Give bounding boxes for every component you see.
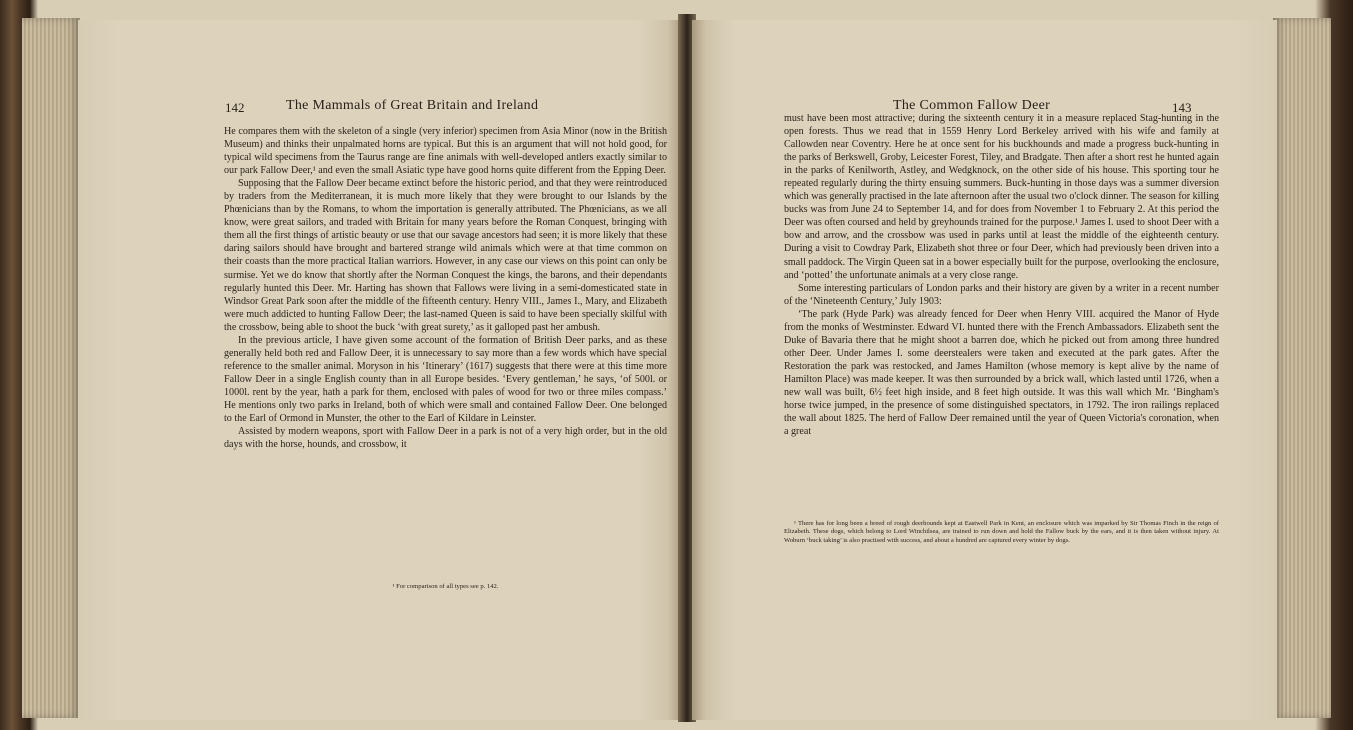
page-edges-left <box>22 18 80 718</box>
footnote: ¹ For comparison of all types see p. 142. <box>392 583 499 590</box>
page-number: 143 <box>1172 100 1192 115</box>
paragraph: ‘The park (Hyde Park) was already fenced for Deer when Henry VIII. acquired the Manor of Hyde from the monks of Westminster. Edward VI. hunted there with the French Ambassadors. Elizabeth sent the Duke of Bavaria there that he might shoot a barren doe, which he picked out from among three hundred other Deer. Under James I. some deerstealers were taken and executed at the park gates. After the Restoration the park was restocked, and James Hamilton (whose memory is kept alive by the name of Hamilton Place) was made keeper. It was then surrounded by a brick wall, which lasted until 1726, when a new wall was built, 6½ feet high inside, and 8 feet high outside. It was this wall which Mr. ‘Bingham's horse twice jumped, in the presence of some distinguished spectators, in 1792. The iron railings replaced the wall about 1825. The herd of Fallow Deer remained until the year of Queen Victoria's coronation, when a great <box>784 308 1219 438</box>
running-head: The Common Fallow Deer <box>893 98 1051 113</box>
body-text <box>224 125 667 451</box>
left-page <box>78 20 682 720</box>
paragraph: Supposing that the Fallow Deer became extinct before the historic period, and that they were reintroduced by traders from the Mediterranean, it is much more likely that they were brought to our Islands by the Phœnicians than by the Romans, to whom the importation is generally attributed. The Phœnicians, as we all know, were great sailors, and traded with Britain for many years before the Roman Conquest, bringing with them all the first things of artistic beauty or use that our savage ancestors had seen; it is more likely that these daring sailors should have brought and bartered strange wild animals which were at that time common on their coasts than the more practical Italian warriors. However, in any case our views on this point can only be surmise. Yet we do know that shortly after the Norman Conquest the kings, the barons, and their dependants regularly hunted this Deer. Mr. Harting has shown that Fallows were living in a semi-domesticated state in Windsor Great Park soon after the middle of the fifteenth century. Henry VIII., James I., Mary, and Elizabeth were much addicted to hunting Fallow Deer; the last-named Queen is said to have been specially skilful with the crossbow, being able to shoot the buck ‘with great surety,’ as it galloped past her ambush. <box>224 178 667 333</box>
paragraph: must have been most attractive; during the sixteenth century it in a measure replaced Stag-hunting in the open forests. Thus we read that in 1559 Henry Lord Berkeley arrived with his wife and family at Callowden near Coventry. Here he at once sent for his buckhounds and made a progress buck-hunting in the parks of Berkswell, Groby, Leicester Forest, Tiley, and Bradgate. Then after a short rest he hunted again in the parks of Kenilworth, Astley, and Wedgknock, on the other side of his house. This sporting tour he repeated regularly during the thirty ensuing summers. Buck-hunting in those days was a summer diversion which was generally practised in the late afternoon after the usual two o'clock dinner. The season for killing bucks was from June 24 to September 14, and for does from November 1 to February 2. At this period the Deer was often coursed and held by greyhounds trained for the purpose.¹ James I. used to shoot Deer with a bow and arrow, and the crossbow was used in parks until at least the middle of the eighteenth century. During a visit to Cowdray Park, Elizabeth shot three or four Deer, which had previously been driven into a small paddock. The Virgin Queen sat in a bower especially built for the purpose, overlooking the enclosure, and ‘potted’ the unfortunate animals at a very close range. <box>784 113 1219 281</box>
running-head: The Mammals of Great Britain and Ireland <box>286 98 539 113</box>
footnote <box>784 520 1219 545</box>
footnote-text: ¹ There has for long been a breed of rough deerhounds kept at Eastwell Park in Kent, an enclosure which was imparked by Sir Thomas Finch in the reign of Elizabeth. These dogs, which belong to Lord Winchilsea, are trained to run down and hold the Fallow buck by the ears, and it is then taken without injury. At Woburn ‘buck taking’ is also practised with success, and about a hundred are captured every winter by dogs. <box>784 520 1219 544</box>
right-page <box>692 20 1277 720</box>
paragraph: He compares them with the skeleton of a single (very inferior) specimen from Asia Minor (now in the British Museum) and thinks their unpalmated horns are typical. But this is an argument that will not hold good, for typical wild specimens from the Taurus range are fine animals with well-developed antlers exactly similar to our park Fallow Deer,¹ and even the small Asiatic type have good horns quite different from the Epping Deer. <box>224 126 667 177</box>
body-text <box>784 112 1219 438</box>
paragraph: In the previous article, I have given some account of the formation of British Deer parks, and as these generally held both red and Fallow Deer, it is unnecessary to say more than a few words which have special reference to the smaller animal. Moryson in his ‘Itinerary’ (1617) suggests that there were at this time more Fallow Deer in a single English county than in all Europe besides. ‘Every gentleman,’ he says, ‘of 500l. or 1000l. rent by the year, hath a park for them, enclosed with pales of wood for two or three miles compass.’ He mentions only two parks in Ireland, both of which were small and contained Fallow Deer. One belonged to the Earl of Ormond in Munster, the other to the Earl of Kildare in Leinster. <box>224 334 667 425</box>
page-edges-right <box>1273 18 1331 718</box>
page-number: 142 <box>225 100 245 115</box>
paragraph: Assisted by modern weapons, sport with Fallow Deer in a park is not of a very high order, but in the old days with the horse, hounds, and crossbow, it <box>224 426 667 451</box>
paragraph: Some interesting particulars of London parks and their history are given by a writer in a recent number of the ‘Nineteenth Century,’ July 1903: <box>784 282 1219 307</box>
